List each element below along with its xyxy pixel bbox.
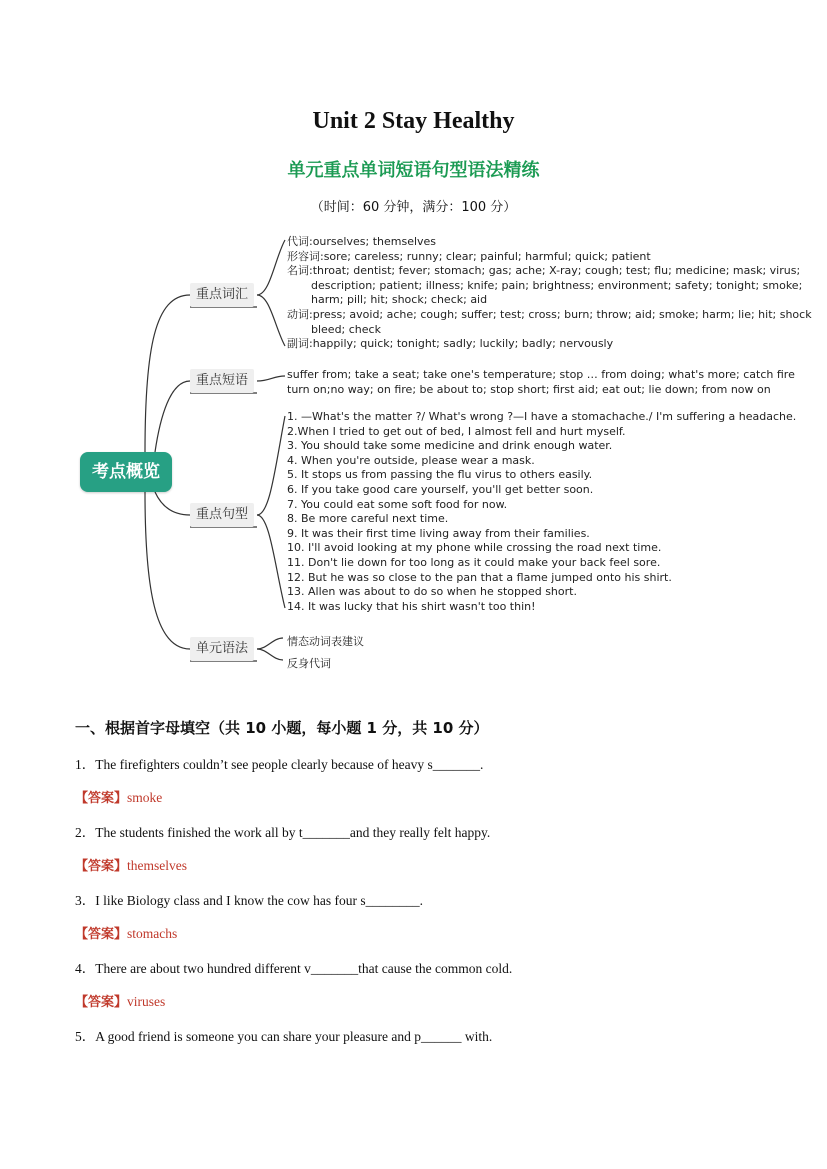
answer-text: viruses: [127, 994, 166, 1009]
sentence-line: 14. It was lucky that his shirt wasn't too thin!: [287, 599, 536, 613]
grammar-list: [287, 631, 364, 675]
answer-4: [75, 991, 165, 1010]
mind-map: [75, 228, 812, 678]
vocab-line: 名词:throat; dentist; fever; stomach; gas; ache; X-ray; cough; test; flu; medicine; mask; virus;: [287, 264, 801, 278]
sentence-line: 3. You should take some medicine and drink enough water.: [287, 439, 613, 453]
vocab-line: harm; pill; hit; shock; check; aid: [311, 293, 488, 307]
vocab-line: 动词:press; avoid; ache; cough; suffer; test; cross; burn; throw; aid; smoke; harm; lie; hit; shock: [287, 307, 812, 321]
sentence-line: 12. But he was so close to the pan that a flame jumped onto his shirt.: [287, 570, 672, 584]
phrase-line: turn on;no way; on fire; be about to; stop short; first aid; eat out; lie down; from now on: [287, 382, 771, 396]
answer-2: [75, 855, 187, 874]
answer-1: [75, 787, 162, 806]
sentence-line: 13. Allen was about to do so when he stopped short.: [287, 585, 577, 599]
answer-text: smoke: [127, 790, 163, 805]
vocab-line: 副词:happily; quick; tonight; sadly; luckily; badly; nervously: [287, 337, 614, 351]
sentence-line: 1. —What's the matter ?/ What's wrong ?—I have a stomachache./ I'm suffering a headache.: [287, 410, 797, 423]
document-title: Unit 2 Stay Healthy: [312, 108, 515, 134]
time-info: （时间：60 分钟，满分：100 分）: [310, 200, 517, 215]
sentence-line: 4. When you're outside, please wear a mask.: [287, 453, 535, 467]
sentence-line: 2.When I tried to get out of bed, I almost fell and hurt myself.: [287, 424, 626, 438]
question-1: 1．The firefighters couldn’t see people clearly because of heavy s_______.: [75, 757, 484, 772]
answer-label: 【答案】: [75, 995, 128, 1010]
branch-key-vocabulary: 重点词汇: [190, 283, 254, 307]
vocab-line: description; patient; illness; knife; pain; brightness; environment; safety; tonight; smoke;: [311, 278, 803, 292]
sentence-list: [287, 410, 796, 614]
sentence-line: 8. Be more careful next time.: [287, 512, 449, 526]
question-3: 3．I like Biology class and I know the cow has four s________.: [75, 893, 423, 908]
question-2: 2．The students finished the work all by t_______and they really felt happy.: [75, 825, 491, 840]
phrase-line: suffer from; take a seat; take one's temperature; stop … from doing; what's more; catch fire: [287, 368, 795, 381]
grammar-line: 情态动词表建议: [287, 635, 364, 648]
sentence-line: 10. I'll avoid looking at my phone while crossing the road next time.: [287, 541, 662, 555]
question-5: 5．A good friend is someone you can share your pleasure and p______ with.: [75, 1029, 493, 1044]
answer-label: 【答案】: [75, 859, 128, 874]
answer-text: stomachs: [127, 926, 178, 941]
answer-text: themselves: [127, 858, 188, 873]
branch-unit-grammar: 单元语法: [190, 637, 254, 661]
vocab-line: bleed; check: [311, 322, 381, 336]
branch-key-phrases: 重点短语: [190, 369, 254, 393]
answer-3: [75, 923, 177, 942]
branch-key-sentences: 重点句型: [190, 503, 254, 527]
sentence-line: 9. It was their first time living away from their families.: [287, 526, 590, 540]
vocabulary-list: [287, 235, 812, 352]
sentence-line: 11. Don't lie down for too long as it could make your back feel sore.: [287, 555, 661, 569]
sentence-line: 5. It stops us from passing the flu virus to others easily.: [287, 468, 593, 482]
sentence-line: 7. You could eat some soft food for now.: [287, 497, 508, 511]
mind-map-root: 考点概览: [80, 452, 172, 492]
answer-label: 【答案】: [75, 927, 128, 942]
answer-label: 【答案】: [75, 791, 128, 806]
phrase-list: [287, 368, 795, 397]
sentence-line: 6. If you take good care yourself, you'll get better soon.: [287, 482, 594, 496]
vocab-line: 形容词:sore; careless; runny; clear; painful; harmful; quick; patient: [287, 249, 651, 263]
grammar-line: 反身代词: [287, 657, 331, 670]
section-heading: 一、根据首字母填空（共 10 小题，每小题 1 分，共 10 分）: [75, 719, 489, 737]
vocab-line: 代词:ourselves; themselves: [287, 235, 437, 248]
document-subtitle: 单元重点单词短语句型语法精练: [287, 160, 540, 181]
question-4: 4．There are about two hundred different v_______that cause the common cold.: [75, 961, 513, 976]
